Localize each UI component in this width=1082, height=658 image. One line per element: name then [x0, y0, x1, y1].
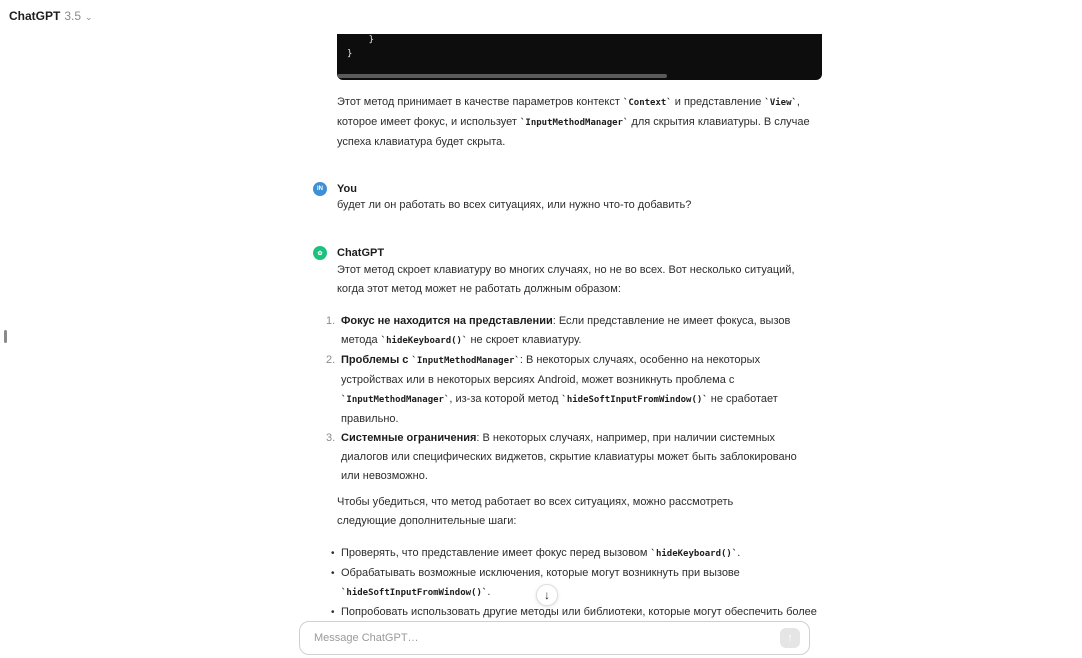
- list-item: • Проверять, что представление имеет фокус перед вызовом `hideKeyboard()`.: [331, 547, 741, 559]
- inline-code: `InputMethodManager`: [411, 356, 520, 366]
- list-item: 3. Системные ограничения: В некоторых случаях, например, при наличии системных диалогов или специфических виджетов, скрытие клавиатуры может быть заблокировано или невозможно.: [326, 432, 797, 482]
- steps-list: [320, 544, 840, 622]
- model-selector[interactable]: [9, 8, 93, 24]
- arrow-up-icon: ↑: [787, 632, 793, 644]
- assistant-intro: Этот метод скроет клавиатуру во многих случаях, но не во всех. Вот несколько ситуаций, когда этот метод может не работать должным образом:: [337, 264, 795, 295]
- assistant-author-row: [313, 246, 384, 260]
- chevron-down-icon: ⌄: [85, 11, 93, 22]
- code-horizontal-scrollbar[interactable]: [337, 74, 667, 78]
- send-button[interactable]: [780, 628, 800, 648]
- list-item: 2. Проблемы с `InputMethodManager`: В некоторых случаях, особенно на некоторых устройствах или в некоторых версиях Android, может возникнуть проблема с `InputMethodManager`, из-за которой метод `hideSoftInputFromWindow()` не сработает правильно.: [326, 354, 778, 425]
- inline-code: `hideSoftInputFromWindow()`: [561, 395, 708, 405]
- list-item: 1. Фокус не находится на представлении: Если представление не имеет фокуса, вызов метода `hideKeyboard()` не скроет клавиатуру.: [326, 315, 791, 346]
- reasons-list: [320, 312, 840, 486]
- list-item: • Попробовать использовать другие методы или библиотеки, которые могут обеспечить более: [331, 606, 817, 618]
- user-author-name: You: [337, 183, 357, 195]
- code-line: }: [347, 35, 375, 45]
- inline-code: `hideKeyboard()`: [380, 336, 468, 346]
- list-item: • Обрабатывать возможные исключения, которые могут возникнуть при вызове `hideSoftInputFromWindow()`.: [331, 567, 740, 598]
- user-message-text: будет ли он работать во всех ситуациях, или нужно что-то добавить?: [337, 199, 692, 211]
- code-line: }: [347, 49, 353, 59]
- steps-intro: Чтобы убедиться, что метод работает во всех ситуациях, можно рассмотреть следующие дополнительные шаги:: [337, 496, 734, 527]
- message-composer: [299, 621, 810, 655]
- inline-code: `InputMethodManager`: [520, 118, 629, 128]
- sidebar-toggle-handle[interactable]: [4, 330, 7, 343]
- arrow-down-icon: ↓: [544, 588, 550, 602]
- inline-code: `hideSoftInputFromWindow()`: [341, 588, 488, 598]
- inline-code: `hideKeyboard()`: [650, 549, 738, 559]
- inline-code: `InputMethodManager`: [341, 395, 450, 405]
- inline-code: `Context`: [622, 98, 672, 108]
- chatgpt-logo-icon: ✿: [313, 246, 327, 260]
- code-block: [337, 34, 822, 80]
- user-author-row: [313, 182, 357, 196]
- model-name: ChatGPT: [9, 9, 61, 23]
- assistant-message-text: Этот метод принимает в качестве параметров контекст `Context` и представление `View`, которое имеет фокус, и использует `InputMethodManager` для скрытия клавиатуры. В случае успеха клавиатура будет скрыта.: [337, 96, 810, 148]
- inline-code: `View`: [764, 98, 797, 108]
- message-input[interactable]: [312, 631, 756, 645]
- model-version: 3.5: [64, 9, 82, 23]
- user-avatar: IN: [313, 182, 327, 196]
- scroll-to-bottom-button[interactable]: [536, 584, 558, 606]
- assistant-author-name: ChatGPT: [337, 247, 385, 259]
